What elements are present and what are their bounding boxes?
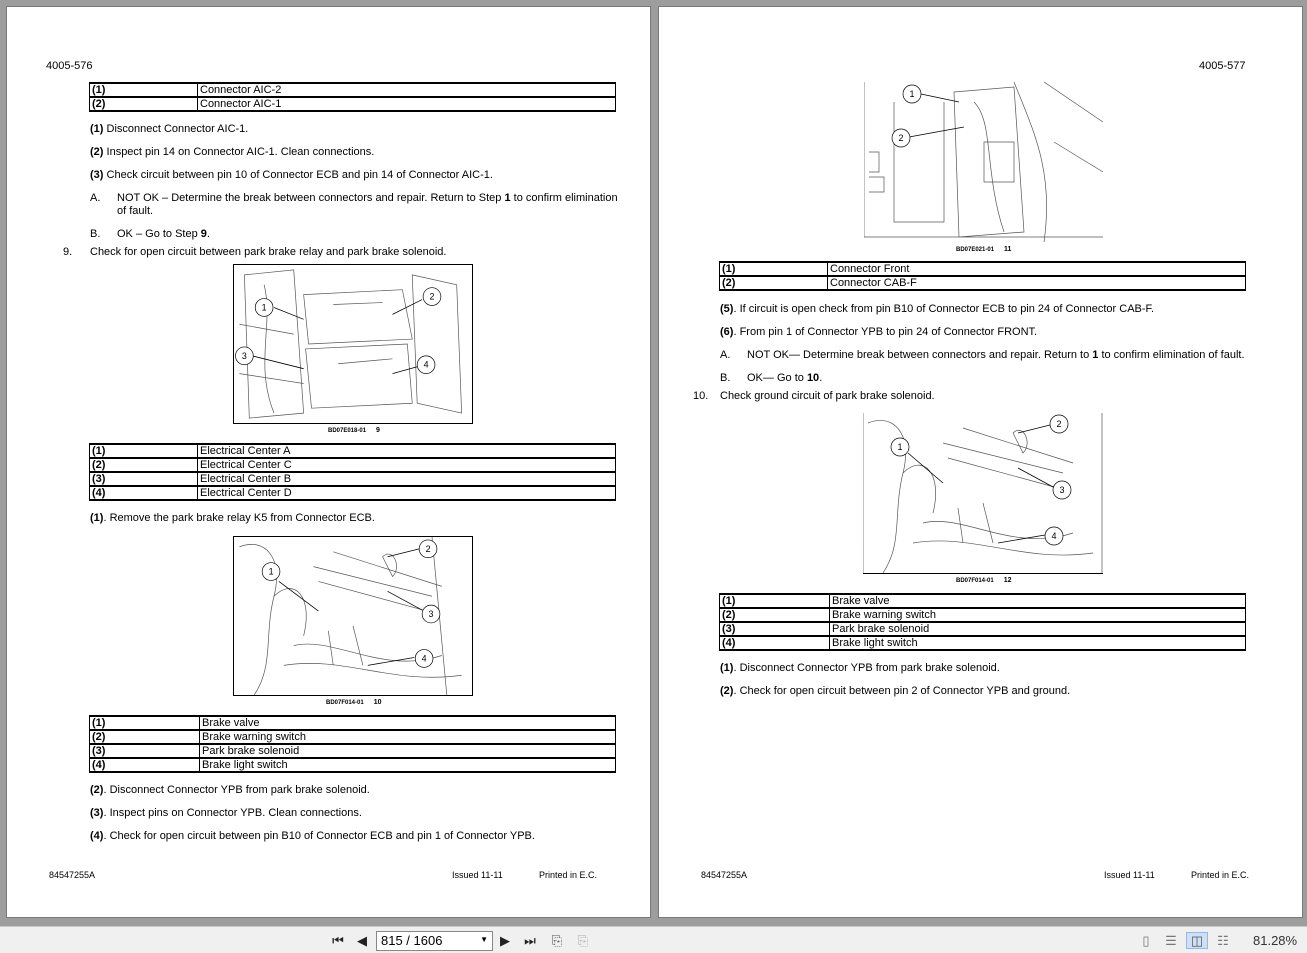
callout-2: 2	[425, 543, 431, 554]
option-a-text: NOT OK— Determine break between connectors and repair. Return to 1 to confirm elimination of fault.	[747, 349, 1245, 361]
step-text: (3) Check circuit between pin 10 of Connector ECB and pin 14 of Connector AIC-1.	[90, 169, 493, 181]
right-page	[658, 6, 1303, 918]
option-b-text: OK – Go to Step 9.	[117, 228, 210, 240]
step-text: Check for open circuit between park brake relay and park brake solenoid.	[90, 246, 447, 258]
callout-2: 2	[1056, 419, 1062, 429]
callout-4: 4	[1051, 531, 1057, 541]
callout-1: 1	[268, 566, 274, 577]
step-text: (5). If circuit is open check from pin B10 of Connector ECB to pin 24 of Connector CAB-F.	[720, 303, 1155, 315]
figure-9-electrical-centers	[233, 264, 473, 424]
left-page	[6, 6, 651, 918]
table-row: (2) Brake warning switch	[720, 608, 1246, 622]
footer-issued: Issued 11-11	[452, 870, 503, 880]
last-page-icon[interactable]: ⏭	[524, 932, 536, 948]
figure-caption: BD07E018-01 9	[328, 427, 380, 434]
table-row: (4) Brake light switch	[90, 758, 616, 772]
callout-4: 4	[421, 653, 427, 664]
figure-caption: BD07F014-01 10	[326, 699, 382, 706]
step-number: 10.	[693, 390, 709, 402]
figure-11-connectors	[864, 82, 1103, 242]
legend-table	[89, 715, 616, 773]
table-row: (1) Brake valve	[90, 716, 616, 730]
first-page-icon[interactable]: ⏮	[332, 932, 344, 948]
callout-3: 3	[241, 350, 247, 361]
continuous-page-icon[interactable]: ☰	[1165, 932, 1177, 948]
table-row: (4) Electrical Center D	[90, 486, 616, 500]
footer-printed: Printed in E.C.	[1191, 870, 1250, 880]
zoom-level[interactable]: 81.28%	[1253, 933, 1298, 948]
legend-table	[719, 593, 1246, 651]
table-row: (1) Connector Front	[720, 262, 1246, 276]
callout-1: 1	[909, 89, 915, 99]
table-row: (1) Connector AIC-2	[90, 83, 616, 97]
next-view-icon[interactable]: ⎘	[577, 932, 589, 948]
table-row: (2) Connector AIC-1	[90, 97, 616, 111]
callout-2: 2	[429, 291, 435, 302]
footer-doc-number: 84547255A	[49, 870, 96, 880]
callout-1: 1	[261, 302, 267, 313]
footer-doc-number: 84547255A	[701, 870, 748, 880]
facing-pages-icon[interactable]: ◫	[1186, 932, 1208, 949]
table-row: (2) Electrical Center C	[90, 458, 616, 472]
table-row: (2) Brake warning switch	[90, 730, 616, 744]
next-page-icon[interactable]: ▶	[500, 932, 510, 948]
figure-caption: BD07E021-01 11	[956, 246, 1012, 253]
option-a-text: NOT OK – Determine the break between connectors and repair. Return to Step 1 to confirm elimination	[117, 192, 618, 204]
table-row: (3) Park brake solenoid	[720, 622, 1246, 636]
page-number-header: 4005-576	[46, 60, 93, 72]
figure-10-brake-components	[233, 536, 473, 696]
step-text: (3). Inspect pins on Connector YPB. Clean connections.	[90, 807, 362, 819]
step-number: 9.	[63, 246, 73, 258]
option-b: B.	[90, 228, 101, 240]
step-text: (6). From pin 1 of Connector YPB to pin 24 of Connector FRONT.	[720, 326, 1038, 338]
table-row: (1) Brake valve	[720, 594, 1246, 608]
option-b: B.	[720, 372, 731, 384]
previous-view-icon[interactable]: ⎘	[551, 932, 563, 948]
continuous-facing-icon[interactable]: ☷	[1217, 932, 1229, 948]
option-a: A.	[720, 349, 731, 361]
viewer-toolbar	[0, 926, 1307, 953]
table-row: (3) Electrical Center B	[90, 472, 616, 486]
chevron-down-icon[interactable]: ▼	[480, 935, 488, 944]
footer-issued: Issued 11-11	[1104, 870, 1155, 880]
table-row: (2) Connector CAB-F	[720, 276, 1246, 290]
option-a-text-line2: of fault.	[117, 205, 154, 217]
legend-table	[719, 261, 1246, 291]
step-text: (1). Disconnect Connector YPB from park brake solenoid.	[720, 662, 1000, 674]
table-row: (1) Electrical Center A	[90, 444, 616, 458]
step-text: (1). Remove the park brake relay K5 from Connector ECB.	[90, 512, 375, 524]
legend-table	[89, 82, 616, 112]
callout-4: 4	[423, 359, 429, 370]
step-text: Check ground circuit of park brake solenoid.	[720, 390, 935, 402]
table-row: (3) Park brake solenoid	[90, 744, 616, 758]
step-text: (1) Disconnect Connector AIC-1.	[90, 123, 249, 135]
option-b-text: OK— Go to 10.	[747, 372, 823, 384]
step-text: (2). Disconnect Connector YPB from park brake solenoid.	[90, 784, 370, 796]
callout-1: 1	[897, 442, 903, 452]
page-number-input[interactable]: 815 / 1606 ▼	[376, 931, 493, 951]
page-number-header: 4005-577	[1199, 60, 1246, 72]
figure-caption: BD07F014-01 12	[956, 577, 1012, 584]
single-page-icon[interactable]: ▯	[1142, 932, 1150, 948]
table-row: (4) Brake light switch	[720, 636, 1246, 650]
step-text: (2). Check for open circuit between pin 2 of Connector YPB and ground.	[720, 685, 1071, 697]
callout-2: 2	[898, 133, 904, 143]
figure-12-brake-components	[863, 413, 1103, 574]
callout-3: 3	[1059, 485, 1065, 495]
callout-3: 3	[428, 608, 434, 619]
footer-printed: Printed in E.C.	[539, 870, 598, 880]
previous-page-icon[interactable]: ◀	[357, 932, 367, 948]
step-text: (4). Check for open circuit between pin B10 of Connector ECB and pin 1 of Connector YPB.	[90, 830, 535, 842]
step-text: (2) Inspect pin 14 on Connector AIC-1. Clean connections.	[90, 146, 375, 158]
option-a: A.	[90, 192, 101, 204]
legend-table	[89, 443, 616, 501]
